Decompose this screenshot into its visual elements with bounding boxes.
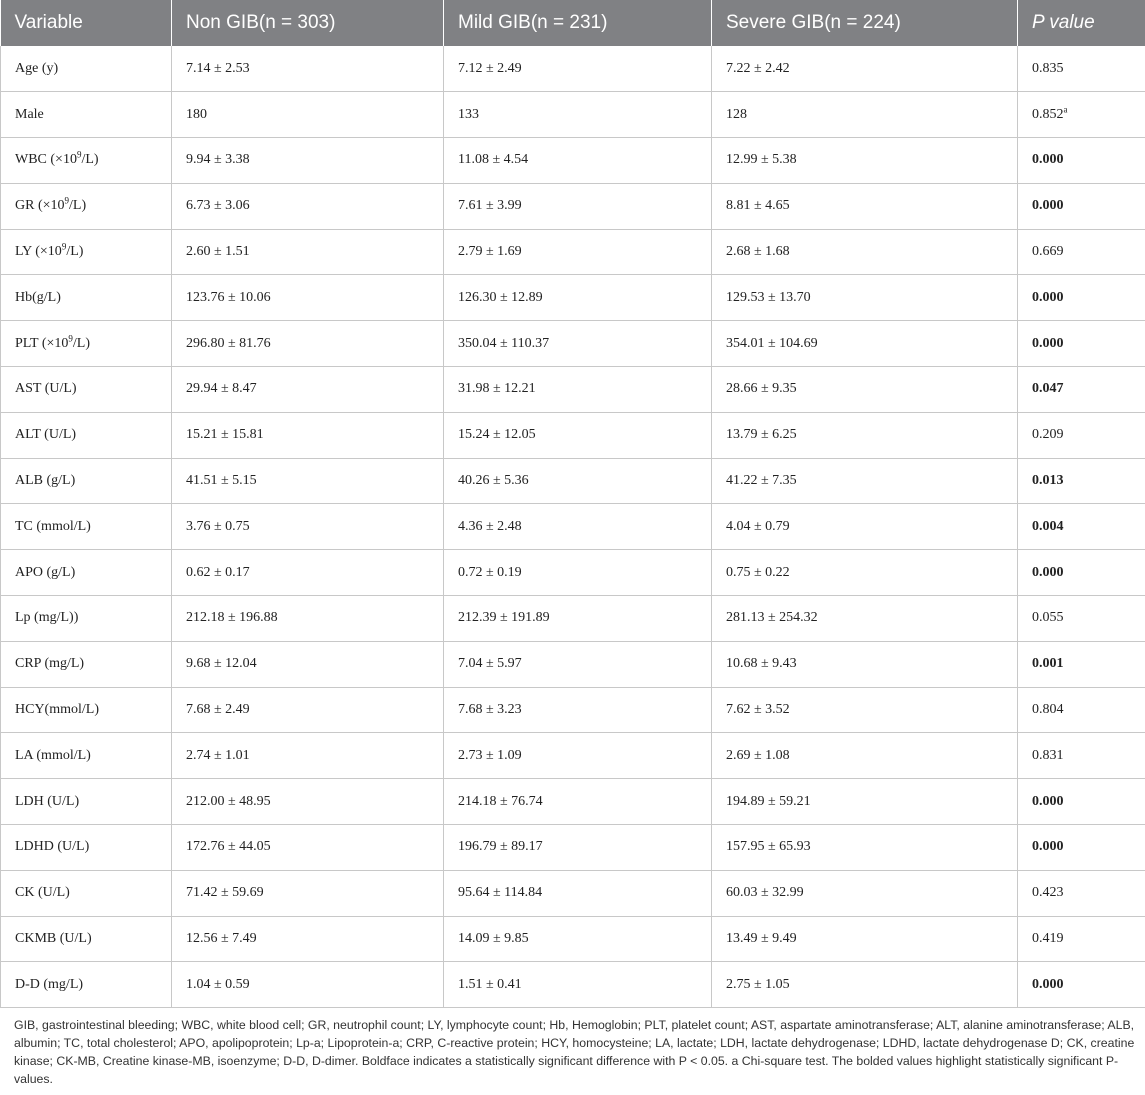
- cell-mild-gib: 7.61 ± 3.99: [444, 183, 712, 229]
- cell-p-value: [1018, 46, 1145, 92]
- p-value: 0.209: [1032, 427, 1064, 443]
- cell-mild-gib: 11.08 ± 4.54: [444, 138, 712, 184]
- cell-p-value: [1018, 229, 1145, 275]
- p-value: 0.669: [1032, 244, 1064, 260]
- cell-variable: [1, 870, 172, 916]
- variable-label: Lp (mg/L)): [15, 610, 79, 626]
- cell-mild-gib: 126.30 ± 12.89: [444, 275, 712, 321]
- cell-variable: [1, 596, 172, 642]
- cell-severe-gib: 2.68 ± 1.68: [712, 229, 1018, 275]
- cell-p-value: [1018, 138, 1145, 184]
- cell-non-gib: 2.74 ± 1.01: [172, 733, 444, 779]
- table-header: [1, 0, 1145, 46]
- cell-p-value: [1018, 916, 1145, 962]
- cell-severe-gib: 12.99 ± 5.38: [712, 138, 1018, 184]
- variable-superscript: 9: [68, 333, 73, 344]
- variable-label: CK (U/L): [15, 885, 70, 901]
- variable-label: LA (mmol/L): [15, 747, 91, 763]
- p-value: 0.000: [1032, 793, 1064, 809]
- cell-p-value: [1018, 458, 1145, 504]
- cell-mild-gib: 196.79 ± 89.17: [444, 825, 712, 871]
- cell-non-gib: 123.76 ± 10.06: [172, 275, 444, 321]
- variable-label: PLT (×10: [15, 335, 69, 351]
- cell-severe-gib: 60.03 ± 32.99: [712, 870, 1018, 916]
- cell-severe-gib: 13.49 ± 9.49: [712, 916, 1018, 962]
- table-row: [1, 275, 1145, 321]
- table-row: [1, 458, 1145, 504]
- cell-severe-gib: 2.75 ± 1.05: [712, 962, 1018, 1008]
- cell-non-gib: 212.00 ± 48.95: [172, 779, 444, 825]
- variable-label: APO (g/L): [15, 564, 76, 580]
- cell-severe-gib: 7.62 ± 3.52: [712, 687, 1018, 733]
- cell-p-value: [1018, 733, 1145, 779]
- cell-p-value: [1018, 550, 1145, 596]
- cell-severe-gib: 129.53 ± 13.70: [712, 275, 1018, 321]
- cell-severe-gib: 194.89 ± 59.21: [712, 779, 1018, 825]
- cell-non-gib: 29.94 ± 8.47: [172, 367, 444, 413]
- table-row: [1, 550, 1145, 596]
- variable-unit: /L): [66, 244, 84, 260]
- cell-severe-gib: 8.81 ± 4.65: [712, 183, 1018, 229]
- p-value: 0.419: [1032, 931, 1064, 947]
- cell-mild-gib: 14.09 ± 9.85: [444, 916, 712, 962]
- header-p-value: P value: [1032, 12, 1095, 33]
- table-row: [1, 46, 1145, 92]
- variable-label: ALB (g/L): [15, 473, 76, 489]
- cell-variable: [1, 733, 172, 779]
- cell-p-value: [1018, 596, 1145, 642]
- variable-label: CKMB (U/L): [15, 931, 92, 947]
- cell-severe-gib: 13.79 ± 6.25: [712, 412, 1018, 458]
- cell-severe-gib: 281.13 ± 254.32: [712, 596, 1018, 642]
- table-row: [1, 504, 1145, 550]
- variable-superscript: 9: [64, 195, 70, 206]
- table-row: [1, 687, 1145, 733]
- cell-p-value: [1018, 367, 1145, 413]
- p-value: 0.004: [1032, 518, 1064, 534]
- p-value: 0.423: [1032, 885, 1064, 901]
- p-value: 0.852: [1032, 106, 1064, 122]
- cell-variable: [1, 92, 172, 138]
- p-value: 0.835: [1032, 60, 1064, 76]
- cell-p-value: [1018, 504, 1145, 550]
- variable-label: GR (×10: [15, 198, 65, 214]
- table-footnote: GIB, gastrointestinal bleeding; WBC, white blood cell; GR, neutrophil count; LY, lymphocyte count; Hb, Hemoglobin; PLT, platelet count; AST, aspartate aminotransferase; ALT, alanine aminotransferase; ALB, albumin; TC, total cholesterol; APO, apolipoprotein; Lp-a; Lipoprotein-a; CRP, C-reactive protein; HCY, homocysteine; LA, lactate; LDH, lactate dehydrogenase; LDHD, lactate dehydrogenase D; CK, creatine kinase; CK-MB, Creatine kinase-MB, isoenzyme; D-D, D-dimer. Boldface indicates a statistically significant difference with P < 0.05. a Chi-square test. The bolded values highlight statistically significant P-values.: [14, 1018, 1135, 1086]
- cell-variable: [1, 138, 172, 184]
- cell-variable: [1, 962, 172, 1008]
- cell-severe-gib: 157.95 ± 65.93: [712, 825, 1018, 871]
- cell-p-value: [1018, 825, 1145, 871]
- cell-mild-gib: 350.04 ± 110.37: [444, 321, 712, 367]
- cell-variable: [1, 504, 172, 550]
- p-value: 0.001: [1032, 656, 1064, 672]
- cell-non-gib: 296.80 ± 81.76: [172, 321, 444, 367]
- cell-mild-gib: 212.39 ± 191.89: [444, 596, 712, 642]
- table-row: [1, 870, 1145, 916]
- cell-non-gib: 9.94 ± 3.38: [172, 138, 444, 184]
- cell-variable: [1, 183, 172, 229]
- cell-mild-gib: 7.12 ± 2.49: [444, 46, 712, 92]
- p-value: 0.000: [1032, 976, 1064, 992]
- cell-mild-gib: 214.18 ± 76.74: [444, 779, 712, 825]
- cell-non-gib: 7.14 ± 2.53: [172, 46, 444, 92]
- cell-non-gib: 0.62 ± 0.17: [172, 550, 444, 596]
- cell-variable: [1, 641, 172, 687]
- table-row: [1, 916, 1145, 962]
- cell-severe-gib: 10.68 ± 9.43: [712, 641, 1018, 687]
- table-row: [1, 641, 1145, 687]
- cell-non-gib: 180: [172, 92, 444, 138]
- cell-p-value: [1018, 92, 1145, 138]
- cell-p-value: [1018, 321, 1145, 367]
- table-row: [1, 321, 1145, 367]
- table-row: [1, 962, 1145, 1008]
- cell-severe-gib: 4.04 ± 0.79: [712, 504, 1018, 550]
- p-value: 0.055: [1032, 610, 1064, 626]
- cell-non-gib: 9.68 ± 12.04: [172, 641, 444, 687]
- p-value: 0.804: [1032, 702, 1064, 718]
- p-value: 0.831: [1032, 747, 1064, 763]
- cell-severe-gib: 0.75 ± 0.22: [712, 550, 1018, 596]
- cell-non-gib: 2.60 ± 1.51: [172, 229, 444, 275]
- variable-unit: /L): [72, 335, 91, 351]
- table-row: [1, 733, 1145, 779]
- variable-superscript: 9: [61, 241, 67, 252]
- table-row: [1, 229, 1145, 275]
- variable-label: LDHD (U/L): [15, 839, 90, 855]
- cell-mild-gib: 95.64 ± 114.84: [444, 870, 712, 916]
- cell-variable: [1, 825, 172, 871]
- cell-non-gib: 3.76 ± 0.75: [172, 504, 444, 550]
- p-value: 0.000: [1032, 152, 1064, 168]
- cell-p-value: [1018, 962, 1145, 1008]
- cell-severe-gib: 28.66 ± 9.35: [712, 367, 1018, 413]
- variable-label: LDH (U/L): [15, 793, 80, 809]
- header-row: [1, 0, 1145, 46]
- variable-unit: /L): [69, 198, 87, 214]
- table-row: [1, 412, 1145, 458]
- variable-label: HCY(mmol/L): [15, 702, 99, 718]
- p-value: 0.000: [1032, 198, 1064, 214]
- table-row: [1, 367, 1145, 413]
- variable-label: WBC (×10: [15, 152, 77, 168]
- cell-mild-gib: 7.68 ± 3.23: [444, 687, 712, 733]
- variable-label: Age (y): [15, 60, 59, 76]
- cell-mild-gib: 15.24 ± 12.05: [444, 412, 712, 458]
- p-value: 0.000: [1032, 335, 1064, 351]
- table-body: [1, 46, 1145, 1008]
- table-row: [1, 138, 1145, 184]
- p-value: 0.000: [1032, 289, 1064, 305]
- cell-p-value: [1018, 687, 1145, 733]
- variable-label: AST (U/L): [15, 381, 77, 397]
- header-severe-gib: Severe GIB(n = 224): [712, 0, 1018, 46]
- variable-superscript: 9: [76, 149, 82, 160]
- cell-mild-gib: 40.26 ± 5.36: [444, 458, 712, 504]
- cell-p-value: [1018, 275, 1145, 321]
- cell-mild-gib: 4.36 ± 2.48: [444, 504, 712, 550]
- cell-mild-gib: 7.04 ± 5.97: [444, 641, 712, 687]
- cell-variable: [1, 412, 172, 458]
- cell-mild-gib: 31.98 ± 12.21: [444, 367, 712, 413]
- variable-label: ALT (U/L): [15, 427, 77, 443]
- cell-non-gib: 12.56 ± 7.49: [172, 916, 444, 962]
- cell-variable: [1, 275, 172, 321]
- cell-mild-gib: 2.73 ± 1.09: [444, 733, 712, 779]
- cell-non-gib: 41.51 ± 5.15: [172, 458, 444, 504]
- cell-non-gib: 172.76 ± 44.05: [172, 825, 444, 871]
- cell-p-value: [1018, 641, 1145, 687]
- table-row: [1, 825, 1145, 871]
- cell-variable: [1, 46, 172, 92]
- variable-unit: /L): [81, 152, 99, 168]
- cell-non-gib: 15.21 ± 15.81: [172, 412, 444, 458]
- p-value: 0.013: [1032, 473, 1064, 489]
- table-row: [1, 779, 1145, 825]
- cell-variable: [1, 229, 172, 275]
- cell-variable: [1, 550, 172, 596]
- cell-p-value: [1018, 412, 1145, 458]
- header-variable: Variable: [1, 0, 172, 46]
- cell-non-gib: 7.68 ± 2.49: [172, 687, 444, 733]
- variable-label: CRP (mg/L): [15, 656, 85, 672]
- variable-label: Male: [15, 106, 44, 122]
- cell-non-gib: 212.18 ± 196.88: [172, 596, 444, 642]
- variable-label: D-D (mg/L): [15, 976, 84, 992]
- cell-variable: [1, 458, 172, 504]
- p-value-superscript: a: [1063, 104, 1068, 115]
- cell-p-value: [1018, 779, 1145, 825]
- cell-mild-gib: 2.79 ± 1.69: [444, 229, 712, 275]
- table-row: [1, 92, 1145, 138]
- cell-variable: [1, 367, 172, 413]
- cell-p-value: [1018, 870, 1145, 916]
- cell-mild-gib: 1.51 ± 0.41: [444, 962, 712, 1008]
- cell-mild-gib: 0.72 ± 0.19: [444, 550, 712, 596]
- cell-variable: [1, 321, 172, 367]
- cell-p-value: [1018, 183, 1145, 229]
- cell-severe-gib: 2.69 ± 1.08: [712, 733, 1018, 779]
- cell-severe-gib: 128: [712, 92, 1018, 138]
- variable-label: TC (mmol/L): [15, 518, 91, 534]
- cell-variable: [1, 779, 172, 825]
- cell-mild-gib: 133: [444, 92, 712, 138]
- cell-non-gib: 71.42 ± 59.69: [172, 870, 444, 916]
- variable-label: LY (×10: [15, 244, 62, 260]
- table-row: [1, 596, 1145, 642]
- header-non-gib: Non GIB(n = 303): [172, 0, 444, 46]
- p-value: 0.000: [1032, 839, 1064, 855]
- cell-variable: [1, 687, 172, 733]
- p-value: 0.047: [1032, 381, 1064, 397]
- cell-variable: [1, 916, 172, 962]
- cell-severe-gib: 7.22 ± 2.42: [712, 46, 1018, 92]
- table-row: [1, 183, 1145, 229]
- cell-non-gib: 1.04 ± 0.59: [172, 962, 444, 1008]
- cell-severe-gib: 354.01 ± 104.69: [712, 321, 1018, 367]
- cell-severe-gib: 41.22 ± 7.35: [712, 458, 1018, 504]
- cell-non-gib: 6.73 ± 3.06: [172, 183, 444, 229]
- variable-label: Hb(g/L): [15, 289, 61, 305]
- p-value: 0.000: [1032, 564, 1064, 580]
- header-mild-gib: Mild GIB(n = 231): [444, 0, 712, 46]
